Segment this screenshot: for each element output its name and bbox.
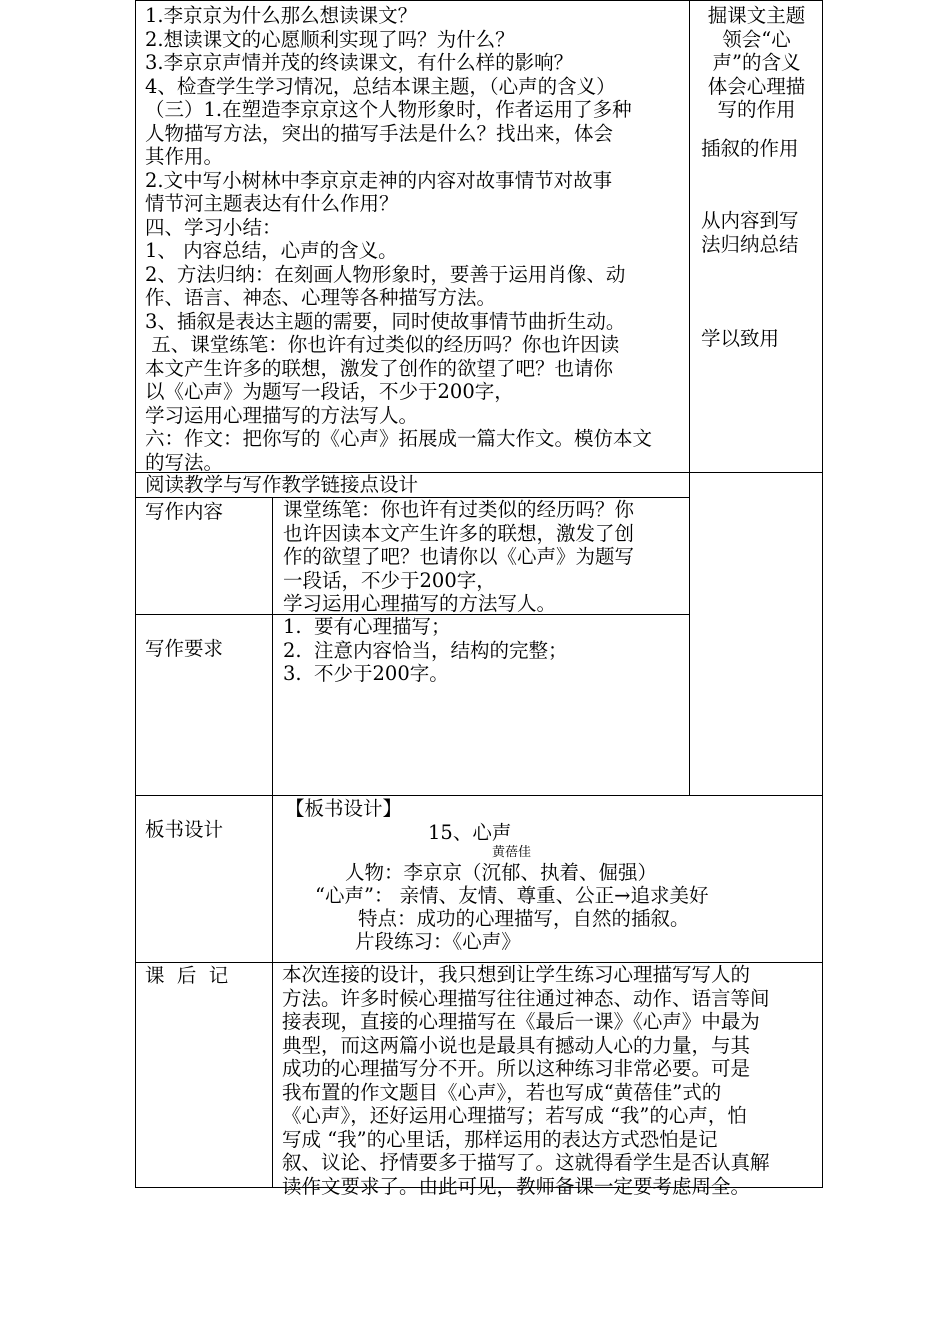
after-line: 方法。许多时候心理描写往往通过神态、动作、语言等间 [282,986,770,1010]
content-line: 一段话，不少于200字， [283,568,496,592]
note-line: 声”的含义 [712,51,801,74]
board-line: 片段练习：《心声》 [355,930,521,953]
note-summary [701,209,799,256]
board-line: “心声”： 亲情、友情、尊重、公正→追求美好 [315,884,709,907]
top-line: 五、课堂练笔：你也许有过类似的经历吗？你也许因读 [145,333,620,356]
note-line: 从内容到写 [701,209,799,232]
content-line: 课堂练笔：你也许有过类似的经历吗？你 [283,498,635,521]
top-line: 以《心声》为题写一段话，不少于200字， [145,380,514,403]
note-apply: 学以致用 [701,327,780,350]
req-text [283,615,568,686]
req-line: 1. 要有心理描写； [283,615,451,638]
req-label: 写作要求 [145,637,224,660]
after-line: 《心声》，还好运用心理描写；若写成 “我”的心声，怕 [282,1104,747,1127]
link-title: 阅读教学与写作教学链接点设计 [145,473,419,496]
note-line: 法归纳总结 [701,232,799,256]
note-theme [690,4,823,122]
note-flashback: 插叙的作用 [701,137,799,160]
board-title: 15、心声 [428,821,512,844]
note-line: 领会“心 [722,27,791,51]
lesson-plan-table [135,0,823,1198]
content-label: 写作内容 [145,500,224,523]
after-line: 写成 “我”的心里话，那样运用的表达方式恐怕是记 [282,1127,718,1151]
content-line: 作的欲望了吧？也请你以《心声》为题写 [283,545,635,568]
content-line: 也许因读本文产生许多的联想，激发了创 [283,521,635,545]
top-line: 人物描写方法，突出的描写手法是什么？找出来，体会 [145,121,614,145]
link-side-cell [689,472,823,796]
top-line: 情节河主题表达有什么作用？ [145,192,399,215]
top-line: 1、 内容总结，心声的含义。 [145,239,398,262]
top-line: 四、学习小结： [145,215,282,239]
content-text [283,498,634,616]
top-line: 六：作文：把你写的《心声》拓展成一篇大作文。模仿本文 [145,427,653,450]
after-label: 课 后 记 [145,964,229,987]
after-line: 成功的心理描写分不开。所以这种练习非常必要。可是 [282,1057,751,1080]
after-line: 读作文要求了。由此可见，教师备课一定要考虑周全。 [282,1174,751,1198]
top-line: 本文产生许多的联想，激发了创作的欲望了吧？也请你 [145,356,614,380]
board-heading: 【板书设计】 [285,797,403,820]
after-line: 我布置的作文题目《心声》，若也写成“黄蓓佳”式的 [282,1080,722,1104]
after-line: 本次连接的设计，我只想到让学生练习心理描写写人的 [282,963,751,986]
board-label: 板书设计 [145,818,224,841]
top-lines [145,4,685,474]
top-line: 3、插叙是表达主题的需要，同时使故事情节曲折生动。 [145,309,626,333]
top-line: 1.李京京为什么那么想读课文？ [145,4,418,27]
top-line: 2、方法归纳：在刻画人物形象时，要善于运用肖像、动 [145,262,626,286]
board-line: 人物：李京京（沉郁、执着、倔强） [345,861,658,884]
after-text [282,963,770,1198]
top-line: 3.李京京声情并茂的终读课文，有什么样的影响？ [145,51,574,74]
top-line: 作、语言、神态、心理等各种描写方法。 [145,286,497,309]
top-line: 4、检查学生学习情况，总结本课主题，（心声的含义） [145,74,616,98]
req-line: 2. 注意内容恰当，结构的完整； [283,638,568,662]
note-line: 体会心理描 [707,74,806,98]
board-line: 特点：成功的心理描写，自然的插叙。 [358,907,690,930]
top-line: 其作用。 [145,145,224,168]
req-line: 3. 不少于200字。 [283,662,449,685]
top-line: 学习运用心理描写的方法写人。 [145,403,419,427]
board-author: 黄蓓佳 [492,845,532,860]
top-line: （三）1.在塑造李京京这个人物形象时，作者运用了多种 [145,98,632,121]
top-line: 2.文中写小树林中李京京走神的内容对故事情节对故事 [145,168,613,192]
top-line: 2.想读课文的心愿顺利实现了吗？为什么？ [145,27,515,51]
after-line: 典型，而这两篇小说也是最具有撼动人心的力量，与其 [282,1033,751,1057]
after-line: 叙、议论、抒情要多于描写了。这就得看学生是否认真解 [282,1151,770,1174]
note-line: 写的作用 [717,98,796,121]
note-line: 掘课文主题 [707,4,806,27]
content-line: 学习运用心理描写的方法写人。 [283,592,557,615]
after-line: 接表现，直接的心理描写在《最后一课》《心声》中最为 [282,1010,760,1033]
after-label-cell [135,962,273,1188]
top-line: 的写法。 [145,450,224,474]
